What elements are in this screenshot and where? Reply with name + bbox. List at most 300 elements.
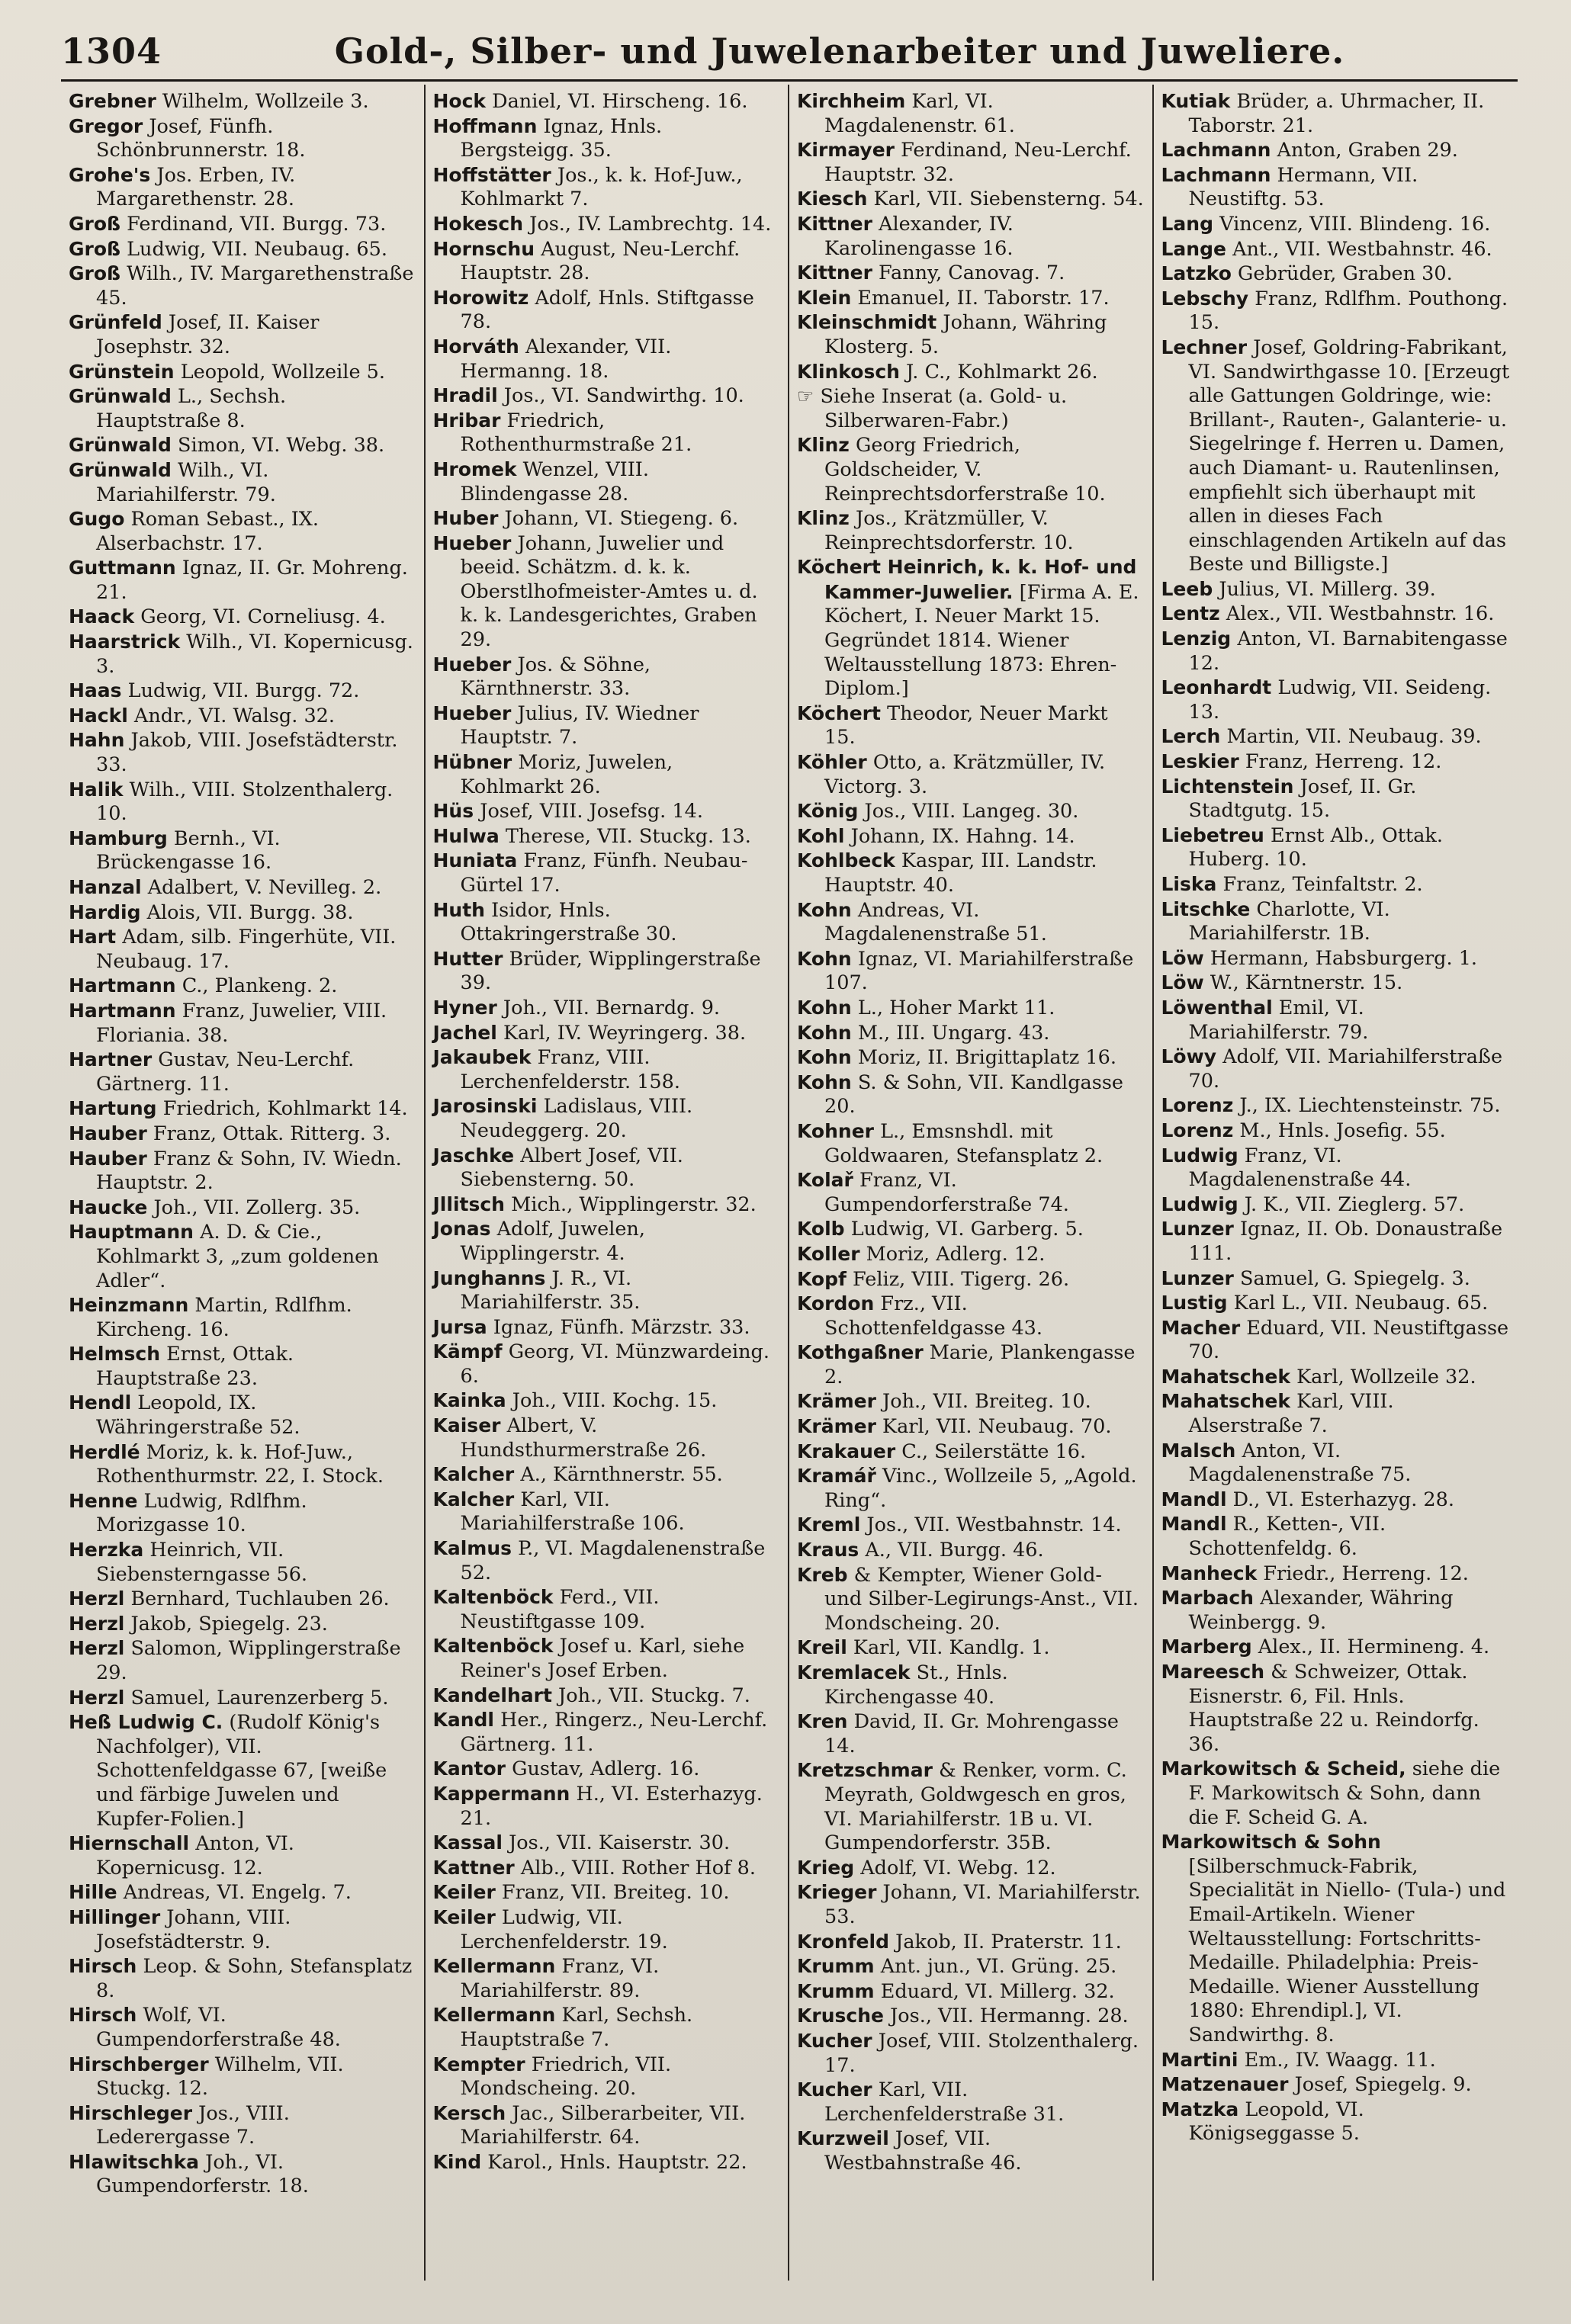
entry-name: Hiernschall bbox=[69, 1832, 190, 1855]
directory-entry bbox=[797, 1217, 1145, 1242]
entry-details: Ferdinand, VII. Burgg. 73. bbox=[127, 212, 387, 236]
entry-details: Wilhelm, VII. Stuckg. 12. bbox=[96, 2053, 344, 2101]
entry-name: Herzl bbox=[69, 1637, 125, 1660]
entry-details: Alexander, VII. Hermanng. 18. bbox=[460, 335, 672, 383]
entry-details: Anton, VI. Kopernicusg. 12. bbox=[96, 1832, 294, 1879]
entry-details: Johann, VI. Mariahilferstr. 53. bbox=[824, 1881, 1141, 1928]
entry-details: C., Plankeng. 2. bbox=[182, 974, 338, 998]
entry-name: Jonas bbox=[432, 1218, 491, 1241]
entry-name: Keiler bbox=[432, 1881, 496, 1904]
entry-details: & Renker, vorm. C. Meyrath, Goldwgesch en gros, VI. Mariahilferstr. 1B u. VI. Gumpendorferstr. 35B. bbox=[824, 1759, 1127, 1855]
entry-name: Hackl bbox=[69, 704, 128, 727]
entry-details: Friedrich, VII. Mondscheing. 20. bbox=[460, 2053, 672, 2101]
entry-name: Kohn bbox=[797, 898, 852, 921]
entry-name: Hauber bbox=[69, 1147, 147, 1170]
directory-entry bbox=[69, 507, 416, 556]
entry-name: Hueber bbox=[432, 531, 512, 554]
entry-details: Joh., VIII. Kochg. 15. bbox=[512, 1389, 718, 1413]
entry-name: Markowitsch & Sohn bbox=[1161, 1831, 1381, 1854]
entry-name: Kreml bbox=[797, 1513, 861, 1536]
directory-entry bbox=[1161, 971, 1511, 996]
entry-details: Franz & Sohn, IV. Wiedn. Hauptstr. 2. bbox=[96, 1147, 402, 1195]
entry-name: Groß bbox=[69, 237, 121, 260]
entry-details: & Kempter, Wiener Gold- und Silber-Legirungs-Anst., VII. Mondscheing. 20. bbox=[824, 1563, 1139, 1635]
entry-name: Herzka bbox=[69, 1539, 144, 1562]
directory-entry bbox=[1161, 627, 1511, 676]
entry-details: Franz, Teinfaltstr. 2. bbox=[1222, 873, 1423, 896]
directory-entry bbox=[1161, 1291, 1511, 1316]
directory-entry bbox=[433, 335, 781, 384]
entry-details: Georg Friedrich, Goldscheider, V. Reinprechtsdorferstraße 10. bbox=[824, 434, 1106, 506]
entry-details: Karl, VII. Mariahilferstraße 106. bbox=[460, 1488, 685, 1536]
entry-details: Jos., VIII. Lederergasse 7. bbox=[96, 2101, 290, 2149]
entry-details: Adam, silb. Fingerhüte, VII. Neubaug. 17. bbox=[96, 926, 397, 973]
entry-name: Hamburg bbox=[69, 827, 168, 849]
directory-entry bbox=[797, 360, 1145, 385]
entry-name: Kohn bbox=[797, 947, 852, 970]
entry-details: Josef, II. Kaiser Josephstr. 32. bbox=[96, 311, 320, 358]
directory-entry bbox=[1161, 1365, 1511, 1390]
directory-entry bbox=[433, 114, 781, 163]
entry-details: Jac., Silberarbeiter, VII. Mariahilferstr. 64. bbox=[460, 2101, 746, 2149]
directory-entry bbox=[433, 1045, 781, 1094]
page-number: 1304 bbox=[61, 30, 162, 72]
directory-entry bbox=[797, 1661, 1145, 1709]
entry-details: (Rudolf König's Nachfolger), VII. Schottenfeldgasse 67, [weiße und färbige Juwelen und Kupfer-Folien.] bbox=[96, 1711, 387, 1831]
entry-name: Lorenz bbox=[1161, 1094, 1234, 1117]
entry-details: Hermann, Habsburgerg. 1. bbox=[1210, 946, 1478, 970]
entry-name: Kronfeld bbox=[797, 1930, 889, 1953]
entry-details: Johann, VIII. Josefstädterstr. 9. bbox=[96, 1905, 291, 1953]
entry-details: L., Emsnshdl. mit Goldwaaren, Stefansplatz 2. bbox=[824, 1119, 1104, 1167]
entry-name: Krämer bbox=[797, 1415, 876, 1438]
directory-entry bbox=[69, 89, 416, 114]
entry-details: Mich., Wipplingerstr. 32. bbox=[511, 1192, 757, 1216]
directory-entry bbox=[1161, 237, 1511, 262]
entry-details: [Firma A. E. Köchert, I. Neuer Markt 15. Gegründet 1814. Wiener Weltausstellung 1873: Ehren-Diplom.] bbox=[824, 580, 1139, 701]
directory-entry bbox=[797, 89, 1145, 138]
directory-entry bbox=[433, 1831, 781, 1856]
entry-details: Wilhelm, Wollzeile 3. bbox=[162, 90, 369, 113]
entry-name: Lenzig bbox=[1161, 628, 1232, 650]
entry-details: Anton, Graben 29. bbox=[1277, 139, 1458, 162]
entry-details: Her., Ringerz., Neu-Lerchf. Gärtnerg. 11. bbox=[460, 1709, 768, 1756]
entry-name: Kordon bbox=[797, 1292, 875, 1315]
entry-name: Jllitsch bbox=[432, 1192, 505, 1215]
entry-name: Hart bbox=[69, 926, 117, 949]
directory-entry bbox=[69, 900, 416, 926]
entry-name: Horowitz bbox=[432, 286, 529, 309]
directory-entry bbox=[69, 1612, 416, 1637]
directory-entry bbox=[1161, 775, 1511, 823]
entry-name: Kopf bbox=[797, 1267, 847, 1290]
directory-entry bbox=[797, 1119, 1145, 1168]
directory-entry bbox=[433, 653, 781, 701]
entry-details: Siehe Inserat (a. Gold- u. Silberwaren-Fabr.) bbox=[820, 385, 1068, 432]
entry-details: Alex., II. Hermineng. 4. bbox=[1258, 1635, 1490, 1659]
entry-details: Jakob, II. Praterstr. 11. bbox=[895, 1930, 1122, 1953]
entry-details: Ferd., VII. Neustiftgasse 109. bbox=[460, 1586, 660, 1633]
entry-name: Matzka bbox=[1161, 2098, 1239, 2120]
entry-name: Hauber bbox=[69, 1122, 147, 1144]
entry-details: Joh., VI. Gumpendorferstr. 18. bbox=[96, 2150, 309, 2198]
entry-name: Huber bbox=[432, 507, 499, 530]
entry-details: A., VII. Burgg. 46. bbox=[865, 1539, 1044, 1562]
entry-details: Joh., VII. Stuckg. 7. bbox=[558, 1684, 750, 1707]
entry-name: Kaltenböck bbox=[432, 1586, 554, 1609]
directory-entry bbox=[69, 384, 416, 433]
entry-name: Keiler bbox=[432, 1905, 496, 1928]
entry-details: Adolf, VI. Webg. 12. bbox=[860, 1856, 1056, 1879]
directory-entry bbox=[433, 2003, 781, 2052]
directory-entry bbox=[433, 824, 781, 849]
entry-name: Huniata bbox=[432, 849, 518, 872]
entry-details: Albert Josef, VII. Siebensterng. 50. bbox=[460, 1144, 683, 1192]
entry-name: Klinz bbox=[797, 434, 850, 457]
directory-entry bbox=[1161, 897, 1511, 946]
entry-details: Karl, VII. Neubaug. 70. bbox=[882, 1415, 1112, 1439]
entry-details: Daniel, VI. Hirscheng. 16. bbox=[492, 90, 748, 113]
directory-entry bbox=[1161, 724, 1511, 750]
entry-name: Löwy bbox=[1161, 1045, 1216, 1068]
entry-details: Karl, Sechsh. Hauptstraße 7. bbox=[460, 2004, 693, 2051]
directory-entry bbox=[69, 1954, 416, 2003]
entry-details: Georg, VI. Corneliusg. 4. bbox=[140, 605, 386, 629]
entry-name: Kassal bbox=[432, 1831, 503, 1854]
entry-details: Leop. & Sohn, Stefansplatz 8. bbox=[96, 1955, 413, 2002]
entry-details: Jos., VII. Hermanng. 28. bbox=[890, 2005, 1129, 2028]
entry-name: Lunzer bbox=[1161, 1266, 1234, 1289]
entry-name: Manheck bbox=[1161, 1562, 1258, 1584]
directory-entry bbox=[797, 2004, 1145, 2029]
entry-details: Friedr., Herreng. 12. bbox=[1263, 1562, 1469, 1585]
entry-name: Horváth bbox=[432, 335, 519, 358]
directory-entry bbox=[797, 1168, 1145, 1217]
entry-name: Kattner bbox=[432, 1856, 515, 1879]
entry-name: Hock bbox=[432, 90, 487, 112]
entry-details: Jakob, VIII. Josefstädterstr. 33. bbox=[96, 729, 398, 777]
entry-name: Kreb bbox=[797, 1563, 848, 1586]
entry-details: Jos., VIII. Langeg. 30. bbox=[864, 800, 1079, 823]
directory-entry bbox=[433, 996, 781, 1021]
entry-name: Krieg bbox=[797, 1856, 855, 1879]
entry-name: Kohner bbox=[797, 1119, 874, 1142]
directory-entry bbox=[433, 1021, 781, 1046]
entry-name: Hirschleger bbox=[69, 2101, 193, 2124]
directory-entry bbox=[433, 898, 781, 947]
entry-name: Hirsch bbox=[69, 1955, 137, 1978]
entry-name: Krämer bbox=[797, 1390, 876, 1413]
entry-details: Otto, a. Krätzmüller, IV. Victorg. 3. bbox=[824, 751, 1106, 798]
entry-details: Adolf, Hnls. Stiftgasse 78. bbox=[460, 286, 754, 334]
entry-details: Julius, VI. Millerg. 39. bbox=[1219, 577, 1436, 601]
directory-entry bbox=[1161, 996, 1511, 1045]
entry-name: Hille bbox=[69, 1881, 117, 1904]
directory-entry bbox=[433, 89, 781, 114]
directory-entry bbox=[433, 212, 781, 237]
directory-entry bbox=[1161, 750, 1511, 775]
entry-name: Groß bbox=[69, 212, 121, 235]
entry-details: Ludwig, VII. Burgg. 72. bbox=[127, 679, 360, 703]
entry-details: Wilh., VI. Mariahilferstr. 79. bbox=[96, 458, 276, 506]
entry-name: Grünwald bbox=[69, 385, 172, 408]
entry-details: Roman Sebast., IX. Alserbachstr. 17. bbox=[96, 508, 320, 555]
directory-entry bbox=[69, 1196, 416, 1221]
directory-entry bbox=[1161, 1757, 1511, 1830]
entry-name: Liska bbox=[1161, 873, 1217, 895]
directory-entry bbox=[69, 2101, 416, 2150]
entry-details: Andreas, VI. Magdalenenstraße 51. bbox=[824, 898, 1047, 946]
entry-details: W., Kärntnerstr. 15. bbox=[1210, 971, 1403, 995]
directory-entry bbox=[797, 1242, 1145, 1267]
entry-details: Heinrich, VII. Siebensterngasse 56. bbox=[96, 1539, 308, 1586]
directory-entry bbox=[1161, 872, 1511, 897]
directory-entry bbox=[1161, 1217, 1511, 1266]
directory-entry bbox=[797, 1930, 1145, 1955]
directory-entry bbox=[433, 286, 781, 335]
entry-name: Köhler bbox=[797, 751, 867, 774]
entry-details: Emanuel, II. Taborstr. 17. bbox=[857, 286, 1110, 310]
entry-details: Charlotte, VI. Mariahilferstr. 1B. bbox=[1188, 897, 1390, 945]
column-4 bbox=[1154, 85, 1518, 2281]
entry-details: Adolf, Juwelen, Wipplingerstr. 4. bbox=[460, 1218, 645, 1265]
directory-entry bbox=[797, 947, 1145, 996]
directory-entry bbox=[797, 187, 1145, 212]
entry-details: Wilh., IV. Margarethenstraße 45. bbox=[96, 262, 414, 310]
directory-entry bbox=[797, 384, 1145, 433]
entry-name: Jaschke bbox=[432, 1144, 515, 1167]
entry-details: Adalbert, V. Nevilleg. 2. bbox=[147, 876, 382, 899]
directory-entry bbox=[797, 1267, 1145, 1292]
entry-name: Klinz bbox=[797, 507, 850, 530]
entry-details: Ferdinand, Neu-Lerchf. Hauptstr. 32. bbox=[824, 139, 1132, 186]
entry-details: Bernh., VI. Brückengasse 16. bbox=[96, 827, 281, 875]
directory-entry bbox=[797, 1045, 1145, 1071]
entry-details: Georg, VI. Münzwardeing. 6. bbox=[460, 1340, 769, 1388]
directory-entry bbox=[433, 1414, 781, 1462]
directory-entry bbox=[69, 556, 416, 605]
directory-entry bbox=[433, 409, 781, 457]
entry-name: Kandl bbox=[432, 1709, 495, 1732]
entry-name: Kittner bbox=[797, 262, 872, 284]
directory-entry bbox=[1161, 1093, 1511, 1119]
directory-entry bbox=[1161, 1144, 1511, 1192]
entry-details: Theodor, Neuer Markt 15. bbox=[824, 701, 1108, 750]
entry-name: Kutiak bbox=[1161, 90, 1231, 112]
directory-entry bbox=[797, 1635, 1145, 1661]
directory-entry bbox=[797, 1292, 1145, 1340]
entry-details: Jos., Krätzmüller, V. Reinprechtsdorferstr. 10. bbox=[824, 507, 1074, 554]
entry-details: Vincenz, VIII. Blindeng. 16. bbox=[1219, 212, 1491, 236]
entry-name: Lange bbox=[1161, 237, 1226, 260]
directory-entry bbox=[69, 704, 416, 729]
entry-name: Löw bbox=[1161, 946, 1204, 969]
entry-name: Kandelhart bbox=[432, 1684, 552, 1706]
entry-details: Wilh., VIII. Stolzenthalerg. 10. bbox=[96, 778, 394, 826]
directory-entry bbox=[69, 1440, 416, 1489]
entry-name: Grünwald bbox=[69, 434, 172, 457]
entry-details: Franz, Juwelier, VIII. Floriania. 38. bbox=[96, 999, 387, 1047]
entry-details: Frz., VII. Schottenfeldgasse 43. bbox=[824, 1292, 1043, 1340]
entry-details: Friedrich, Kohlmarkt 14. bbox=[162, 1097, 408, 1121]
entry-details: Julius, IV. Wiedner Hauptstr. 7. bbox=[460, 701, 699, 750]
entry-name: Hutter bbox=[432, 947, 503, 970]
entry-details: Ladislaus, VIII. Neudeggerg. 20. bbox=[460, 1095, 693, 1142]
entry-name: Lichtenstein bbox=[1161, 775, 1294, 798]
entry-details: Jos. & Söhne, Kärnthnerstr. 33. bbox=[460, 653, 651, 701]
entry-name: Litschke bbox=[1161, 897, 1251, 920]
entry-name: Herdlé bbox=[69, 1440, 140, 1463]
entry-details: Karl, VII. Kandlg. 1. bbox=[853, 1636, 1050, 1660]
directory-entry bbox=[433, 1757, 781, 1782]
entry-name: Krakauer bbox=[797, 1440, 896, 1462]
directory-entry bbox=[433, 1782, 781, 1831]
entry-name: Hromek bbox=[432, 457, 517, 480]
entry-details: Alois, VII. Burgg. 38. bbox=[146, 900, 354, 924]
entry-name: Guttmann bbox=[69, 557, 176, 579]
entry-name: Herzl bbox=[69, 1686, 125, 1709]
entry-name: Macher bbox=[1161, 1316, 1241, 1339]
entry-details: Karl, VI. Magdalenenstr. 61. bbox=[824, 90, 1015, 137]
directory-entry bbox=[1161, 2098, 1511, 2146]
column-3 bbox=[789, 85, 1154, 2281]
directory-entry bbox=[797, 1440, 1145, 1465]
entry-name: Hirsch bbox=[69, 2004, 137, 2027]
entry-details: Ant., VII. Westbahnstr. 46. bbox=[1232, 237, 1492, 261]
directory-entry bbox=[69, 827, 416, 875]
entry-name: Huth bbox=[432, 898, 485, 921]
entry-details: Feliz, VIII. Tigerg. 26. bbox=[853, 1267, 1070, 1291]
entry-name: Hribar bbox=[432, 409, 501, 432]
entry-name: Hüs bbox=[432, 800, 474, 823]
entry-details: Samuel, Laurenzerberg 5. bbox=[130, 1686, 389, 1709]
entry-name: Malsch bbox=[1161, 1439, 1236, 1462]
directory-entry bbox=[797, 555, 1145, 701]
directory-entry bbox=[797, 1538, 1145, 1563]
directory-entry bbox=[69, 1342, 416, 1391]
entry-name: Gregor bbox=[69, 114, 143, 137]
directory-entry bbox=[797, 1954, 1145, 1979]
entry-details: Jos., VI. Sandwirthg. 10. bbox=[503, 384, 744, 408]
entry-name: Lorenz bbox=[1161, 1119, 1234, 1141]
entry-name: Krumm bbox=[797, 1955, 875, 1978]
entry-name: Hueber bbox=[432, 701, 512, 724]
entry-name: Markowitsch & Scheid, bbox=[1161, 1757, 1406, 1780]
entry-name: Kellermann bbox=[432, 1955, 556, 1978]
directory-entry bbox=[1161, 577, 1511, 602]
directory-entry bbox=[433, 1954, 781, 2003]
directory-entry bbox=[69, 1096, 416, 1122]
directory-entry bbox=[797, 1464, 1145, 1513]
entry-name: Kohn bbox=[797, 996, 852, 1019]
entry-details: J. K., VII. Zieglerg. 57. bbox=[1244, 1192, 1465, 1216]
entry-details: Johann, VI. Stiegeng. 6. bbox=[504, 507, 739, 531]
entry-details: Jakob, Spiegelg. 23. bbox=[130, 1612, 328, 1635]
directory-entry bbox=[797, 996, 1145, 1021]
entry-name: Kaltenböck bbox=[432, 1635, 554, 1658]
directory-entry bbox=[1161, 212, 1511, 237]
directory-entry bbox=[1161, 1266, 1511, 1292]
entry-name: Kaiser bbox=[432, 1414, 501, 1437]
directory-entry bbox=[69, 1122, 416, 1147]
entry-details: Karl, VII. Lerchenfelderstraße 31. bbox=[824, 2078, 1065, 2126]
entry-name: Heß Ludwig C. bbox=[69, 1711, 223, 1734]
directory-entry bbox=[69, 1391, 416, 1440]
directory-entry bbox=[69, 1880, 416, 1905]
directory-entry bbox=[1161, 946, 1511, 971]
directory-entry bbox=[433, 1388, 781, 1414]
entry-name: Kirmayer bbox=[797, 139, 895, 162]
entry-name: Matzenauer bbox=[1161, 2073, 1289, 2096]
entry-details: Karl L., VII. Neubaug. 65. bbox=[1233, 1292, 1489, 1315]
directory-entry bbox=[797, 1979, 1145, 2005]
directory-entry bbox=[797, 1856, 1145, 1881]
entry-details: David, II. Gr. Mohrengasse 14. bbox=[824, 1710, 1120, 1757]
directory-entry bbox=[1161, 89, 1511, 138]
entry-details: S. & Sohn, VII. Kandlgasse 20. bbox=[824, 1071, 1124, 1119]
directory-entry bbox=[1161, 1045, 1511, 1093]
directory-entry bbox=[433, 1315, 781, 1340]
directory-entry bbox=[433, 701, 781, 750]
entry-details: Josef, VII. Westbahnstraße 46. bbox=[824, 2127, 1022, 2175]
entry-details: Isidor, Hnls. Ottakringerstraße 30. bbox=[460, 898, 677, 946]
entry-name: Junghanns bbox=[432, 1266, 546, 1289]
directory-entry bbox=[433, 1585, 781, 1634]
entry-name: Hoffstätter bbox=[432, 163, 551, 186]
entry-details: Ludwig, VII. Neubaug. 65. bbox=[127, 237, 387, 261]
entry-name: Kurzweil bbox=[797, 2127, 889, 2150]
entry-name: Jarosinski bbox=[432, 1095, 538, 1118]
entry-details: Ernst Alb., Ottak. Huberg. 10. bbox=[1188, 823, 1443, 872]
directory-entry bbox=[69, 262, 416, 310]
directory-entry bbox=[69, 1905, 416, 1954]
entry-details: Joh., VII. Breiteg. 10. bbox=[882, 1390, 1091, 1414]
entry-details: Brüder, Wipplingerstraße 39. bbox=[460, 947, 761, 995]
directory-entry bbox=[433, 1536, 781, 1585]
entry-name: Ludwig bbox=[1161, 1144, 1238, 1167]
entry-name: Hokesch bbox=[432, 212, 524, 235]
entry-details: Karl, IV. Weyringerg. 38. bbox=[503, 1021, 747, 1045]
directory-entry bbox=[797, 1021, 1145, 1046]
entry-details: Franz, VI. Gumpendorferstraße 74. bbox=[824, 1169, 1069, 1216]
entry-name: Löw bbox=[1161, 971, 1204, 994]
entry-details: Marie, Plankengasse 2. bbox=[824, 1341, 1136, 1388]
entry-details: Jos., IV. Lambrechtg. 14. bbox=[529, 212, 772, 236]
entry-details: & Schweizer, Ottak. Eisnerstr. 6, Fil. Hnls. Hauptstraße 22 u. Reindorfg. 36. bbox=[1188, 1661, 1479, 1756]
entry-name: Hauptmann bbox=[69, 1221, 194, 1244]
entry-name: Marbach bbox=[1161, 1587, 1254, 1610]
entry-name: Hoffmann bbox=[432, 114, 538, 137]
entry-name: Klinkosch bbox=[797, 360, 900, 383]
entry-name: Kren bbox=[797, 1710, 848, 1733]
entry-name: Kittner bbox=[797, 212, 872, 235]
column-2 bbox=[426, 85, 790, 2281]
entry-name: Kersch bbox=[432, 2101, 506, 2124]
directory-entry bbox=[797, 2078, 1145, 2127]
directory-entry bbox=[69, 1489, 416, 1538]
directory-entry bbox=[433, 1684, 781, 1709]
directory-entry bbox=[69, 1686, 416, 1711]
directory-entry bbox=[433, 947, 781, 996]
entry-details: Franz, VII. Breiteg. 10. bbox=[501, 1881, 730, 1905]
entry-name: Hirschberger bbox=[69, 2053, 209, 2075]
entry-details: Ernst, Ottak. Hauptstraße 23. bbox=[96, 1343, 294, 1390]
directory-entry bbox=[69, 1293, 416, 1342]
entry-name: Köchert Heinrich, k. k. Hof- und Kammer-Juwelier. bbox=[797, 556, 1137, 603]
entry-name: Kremlacek bbox=[797, 1661, 911, 1684]
directory-entry bbox=[1161, 2048, 1511, 2073]
entry-name: Krumm bbox=[797, 1979, 875, 2002]
